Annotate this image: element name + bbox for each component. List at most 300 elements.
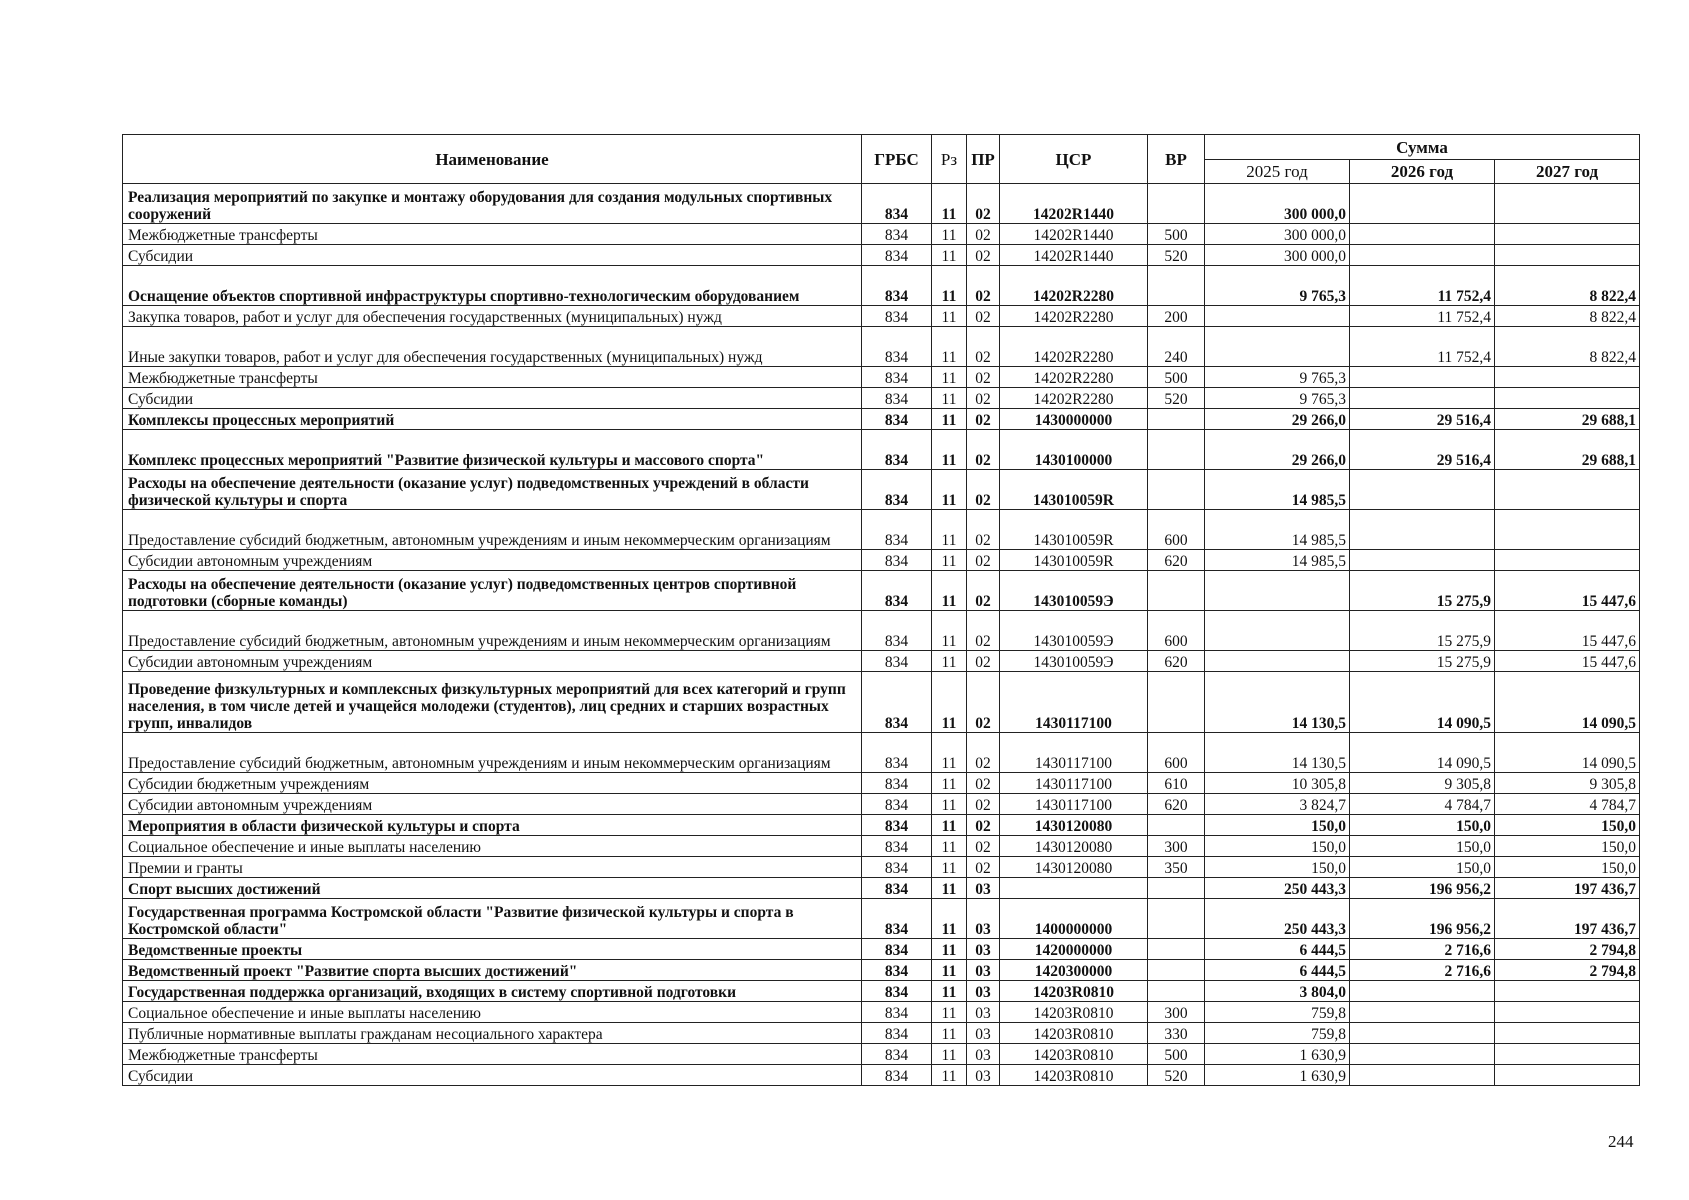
cell-vr: 350 [1148,857,1205,878]
cell-rz: 11 [932,960,967,981]
table-header [123,135,1640,184]
cell-rz: 11 [932,878,967,899]
cell-pr: 03 [967,1023,1000,1044]
cell-name: Межбюджетные трансферты [123,224,862,245]
cell-2026: 11 752,4 [1350,266,1495,306]
cell-name: Премии и гранты [123,857,862,878]
header-vr: ВР [1148,135,1205,184]
cell-2025: 759,8 [1205,1023,1350,1044]
cell-rz: 11 [932,773,967,794]
header-csr: ЦСР [1000,135,1148,184]
cell-2026 [1350,184,1495,224]
cell-2025: 300 000,0 [1205,245,1350,266]
cell-rz: 11 [932,184,967,224]
cell-2027: 150,0 [1495,836,1640,857]
cell-2026 [1350,1044,1495,1065]
table-body [123,184,1640,1086]
cell-pr: 02 [967,733,1000,773]
cell-grbs: 834 [862,1023,932,1044]
cell-csr: 1430117100 [1000,773,1148,794]
table-row [123,899,1640,939]
table-row [123,611,1640,651]
cell-2025: 9 765,3 [1205,266,1350,306]
cell-csr: 1430120080 [1000,836,1148,857]
cell-name: Спорт высших достижений [123,878,862,899]
table-row [123,470,1640,510]
cell-2025: 14 985,5 [1205,470,1350,510]
cell-rz: 11 [932,794,967,815]
cell-2026: 14 090,5 [1350,733,1495,773]
table-row [123,184,1640,224]
cell-csr: 143010059Э [1000,571,1148,611]
cell-pr: 03 [967,1002,1000,1023]
cell-rz: 11 [932,733,967,773]
cell-vr [1148,409,1205,430]
cell-csr: 14203R0810 [1000,1065,1148,1086]
cell-2027: 8 822,4 [1495,306,1640,327]
cell-name: Государственная программа Костромской области "Развитие физической культуры и спорта в Костромской области" [123,899,862,939]
table-row [123,1065,1640,1086]
cell-csr: 143010059Э [1000,651,1148,672]
cell-name: Предоставление субсидий бюджетным, автономным учреждениям и иным некоммерческим организациям [123,611,862,651]
cell-vr: 300 [1148,836,1205,857]
table-row [123,306,1640,327]
cell-2025: 150,0 [1205,836,1350,857]
cell-2027: 14 090,5 [1495,733,1640,773]
cell-pr: 02 [967,266,1000,306]
cell-grbs: 834 [862,815,932,836]
cell-name: Субсидии бюджетным учреждениям [123,773,862,794]
cell-vr [1148,430,1205,470]
cell-pr: 02 [967,836,1000,857]
cell-pr: 02 [967,815,1000,836]
cell-grbs: 834 [862,672,932,733]
cell-2027 [1495,184,1640,224]
cell-2025: 14 130,5 [1205,733,1350,773]
cell-name: Публичные нормативные выплаты гражданам несоциального характера [123,1023,862,1044]
cell-pr: 02 [967,388,1000,409]
cell-2027: 197 436,7 [1495,899,1640,939]
cell-rz: 11 [932,571,967,611]
cell-csr: 14203R0810 [1000,1023,1148,1044]
cell-grbs: 834 [862,878,932,899]
table-row [123,550,1640,571]
header-year-2026: 2026 год [1350,160,1495,184]
cell-grbs: 834 [862,306,932,327]
cell-csr: 14203R0810 [1000,981,1148,1002]
cell-2025 [1205,571,1350,611]
table-row [123,794,1640,815]
cell-vr: 300 [1148,1002,1205,1023]
cell-vr [1148,672,1205,733]
cell-grbs: 834 [862,1044,932,1065]
cell-rz: 11 [932,266,967,306]
header-name: Наименование [123,135,862,184]
cell-2027: 14 090,5 [1495,672,1640,733]
cell-vr: 520 [1148,245,1205,266]
cell-2025 [1205,611,1350,651]
cell-2027 [1495,981,1640,1002]
cell-2026 [1350,245,1495,266]
table-row [123,367,1640,388]
cell-grbs: 834 [862,939,932,960]
cell-grbs: 834 [862,651,932,672]
cell-pr: 02 [967,651,1000,672]
cell-pr: 02 [967,224,1000,245]
cell-name: Расходы на обеспечение деятельности (оказание услуг) подведомственных центров спортивной подготовки (сборные команды) [123,571,862,611]
cell-2026 [1350,510,1495,550]
cell-name: Субсидии автономным учреждениям [123,550,862,571]
cell-name: Субсидии автономным учреждениям [123,794,862,815]
cell-name: Закупка товаров, работ и услуг для обеспечения государственных (муниципальных) нужд [123,306,862,327]
cell-vr: 500 [1148,367,1205,388]
cell-name: Расходы на обеспечение деятельности (оказание услуг) подведомственных учреждений в области физической культуры и спорта [123,470,862,510]
header-grbs: ГРБС [862,135,932,184]
cell-csr: 1430120080 [1000,815,1148,836]
table-row [123,857,1640,878]
cell-name: Субсидии [123,1065,862,1086]
cell-vr [1148,470,1205,510]
cell-2025: 150,0 [1205,815,1350,836]
cell-csr: 143010059R [1000,510,1148,550]
cell-pr: 02 [967,184,1000,224]
cell-pr: 02 [967,367,1000,388]
cell-vr: 610 [1148,773,1205,794]
cell-2027 [1495,550,1640,571]
cell-2026: 15 275,9 [1350,651,1495,672]
cell-grbs: 834 [862,470,932,510]
cell-rz: 11 [932,224,967,245]
cell-pr: 02 [967,611,1000,651]
cell-pr: 02 [967,306,1000,327]
cell-csr: 1400000000 [1000,899,1148,939]
cell-2025 [1205,306,1350,327]
cell-grbs: 834 [862,245,932,266]
cell-grbs: 834 [862,733,932,773]
cell-2025 [1205,651,1350,672]
cell-csr: 14202R2280 [1000,388,1148,409]
cell-2027: 2 794,8 [1495,960,1640,981]
cell-2027: 9 305,8 [1495,773,1640,794]
header-sum: Сумма [1205,135,1640,160]
cell-2027: 8 822,4 [1495,266,1640,306]
cell-2026: 2 716,6 [1350,939,1495,960]
cell-name: Предоставление субсидий бюджетным, автономным учреждениям и иным некоммерческим организациям [123,733,862,773]
table-row [123,836,1640,857]
cell-2027 [1495,1023,1640,1044]
cell-2026: 29 516,4 [1350,430,1495,470]
table-row [123,510,1640,550]
cell-2026: 9 305,8 [1350,773,1495,794]
cell-pr: 02 [967,550,1000,571]
cell-2026 [1350,1065,1495,1086]
cell-vr: 520 [1148,388,1205,409]
cell-2025: 759,8 [1205,1002,1350,1023]
cell-csr: 14202R2280 [1000,306,1148,327]
table-row [123,773,1640,794]
cell-2025: 10 305,8 [1205,773,1350,794]
cell-vr: 500 [1148,224,1205,245]
cell-vr: 620 [1148,550,1205,571]
cell-2027: 150,0 [1495,857,1640,878]
cell-rz: 11 [932,981,967,1002]
cell-name: Предоставление субсидий бюджетным, автономным учреждениям и иным некоммерческим организациям [123,510,862,550]
cell-2026: 29 516,4 [1350,409,1495,430]
cell-name: Реализация мероприятий по закупке и монтажу оборудования для создания модульных спортивных сооружений [123,184,862,224]
cell-rz: 11 [932,857,967,878]
cell-grbs: 834 [862,1002,932,1023]
table-row [123,571,1640,611]
cell-2025: 9 765,3 [1205,388,1350,409]
table-row [123,1044,1640,1065]
cell-rz: 11 [932,651,967,672]
header-year-2027: 2027 год [1495,160,1640,184]
cell-rz: 11 [932,470,967,510]
cell-name: Проведение физкультурных и комплексных физкультурных мероприятий для всех категорий и групп населения, в том числе детей и учащейся молодежи (студентов), лиц средних и старших возрастных групп, инвалидов [123,672,862,733]
cell-2026: 4 784,7 [1350,794,1495,815]
cell-grbs: 834 [862,1065,932,1086]
cell-pr: 03 [967,1065,1000,1086]
cell-2026: 2 716,6 [1350,960,1495,981]
cell-grbs: 834 [862,224,932,245]
cell-2026: 196 956,2 [1350,899,1495,939]
cell-grbs: 834 [862,266,932,306]
cell-2026: 11 752,4 [1350,327,1495,367]
cell-2027: 29 688,1 [1495,409,1640,430]
cell-csr: 1420300000 [1000,960,1148,981]
table-row [123,651,1640,672]
cell-rz: 11 [932,550,967,571]
cell-csr: 14202R2280 [1000,327,1148,367]
cell-2026 [1350,224,1495,245]
cell-name: Комплекс процессных мероприятий "Развитие физической культуры и массового спорта" [123,430,862,470]
cell-csr: 14202R2280 [1000,367,1148,388]
cell-vr: 600 [1148,733,1205,773]
cell-name: Ведомственный проект "Развитие спорта высших достижений" [123,960,862,981]
cell-rz: 11 [932,836,967,857]
cell-vr: 600 [1148,611,1205,651]
cell-grbs: 834 [862,899,932,939]
cell-pr: 02 [967,409,1000,430]
table-row [123,327,1640,367]
cell-pr: 02 [967,571,1000,611]
cell-2025: 9 765,3 [1205,367,1350,388]
page-number: 244 [1608,1132,1634,1151]
cell-vr [1148,184,1205,224]
cell-2025: 14 985,5 [1205,550,1350,571]
cell-rz: 11 [932,367,967,388]
cell-grbs: 834 [862,367,932,388]
cell-2026: 150,0 [1350,815,1495,836]
cell-2026 [1350,388,1495,409]
cell-pr: 02 [967,430,1000,470]
cell-vr [1148,815,1205,836]
cell-vr: 500 [1148,1044,1205,1065]
table-row [123,388,1640,409]
table-row [123,224,1640,245]
cell-csr: 14203R0810 [1000,1044,1148,1065]
cell-grbs: 834 [862,773,932,794]
table-row [123,960,1640,981]
cell-2025 [1205,327,1350,367]
cell-rz: 11 [932,815,967,836]
cell-2027: 29 688,1 [1495,430,1640,470]
cell-pr: 02 [967,794,1000,815]
cell-2027 [1495,470,1640,510]
cell-grbs: 834 [862,571,932,611]
cell-2025: 1 630,9 [1205,1065,1350,1086]
cell-vr [1148,571,1205,611]
cell-vr: 600 [1148,510,1205,550]
cell-2025: 14 130,5 [1205,672,1350,733]
cell-2026: 15 275,9 [1350,611,1495,651]
cell-name: Субсидии [123,388,862,409]
cell-2027: 2 794,8 [1495,939,1640,960]
cell-rz: 11 [932,1044,967,1065]
cell-name: Субсидии [123,245,862,266]
cell-name: Социальное обеспечение и иные выплаты населению [123,1002,862,1023]
cell-2027 [1495,224,1640,245]
cell-rz: 11 [932,245,967,266]
cell-csr [1000,878,1148,899]
cell-rz: 11 [932,388,967,409]
cell-vr [1148,939,1205,960]
cell-2027: 15 447,6 [1495,651,1640,672]
cell-2025: 250 443,3 [1205,899,1350,939]
cell-csr: 14202R1440 [1000,224,1148,245]
cell-grbs: 834 [862,611,932,651]
cell-csr: 1430000000 [1000,409,1148,430]
cell-pr: 02 [967,510,1000,550]
cell-csr: 1430120080 [1000,857,1148,878]
header-year-2025: 2025 год [1205,160,1350,184]
cell-2025: 3 804,0 [1205,981,1350,1002]
cell-name: Иные закупки товаров, работ и услуг для обеспечения государственных (муниципальных) нужд [123,327,862,367]
cell-2025: 300 000,0 [1205,224,1350,245]
header-pr: ПР [967,135,1000,184]
table-row [123,878,1640,899]
cell-grbs: 834 [862,836,932,857]
cell-2027 [1495,1002,1640,1023]
table-row [123,733,1640,773]
cell-2026: 196 956,2 [1350,878,1495,899]
cell-pr: 02 [967,857,1000,878]
table-row [123,266,1640,306]
cell-2026 [1350,367,1495,388]
cell-name: Государственная поддержка организаций, входящих в систему спортивной подготовки [123,981,862,1002]
cell-2026 [1350,1002,1495,1023]
table-row [123,1002,1640,1023]
table-row [123,409,1640,430]
header-rz: Рз [932,135,967,184]
cell-grbs: 834 [862,184,932,224]
cell-pr: 02 [967,773,1000,794]
cell-pr: 03 [967,960,1000,981]
cell-2026: 14 090,5 [1350,672,1495,733]
cell-pr: 03 [967,878,1000,899]
cell-vr: 520 [1148,1065,1205,1086]
cell-vr: 200 [1148,306,1205,327]
cell-2027 [1495,1065,1640,1086]
cell-pr: 03 [967,1044,1000,1065]
cell-2025: 14 985,5 [1205,510,1350,550]
cell-rz: 11 [932,327,967,367]
cell-csr: 14202R1440 [1000,245,1148,266]
cell-2026 [1350,550,1495,571]
cell-2027: 197 436,7 [1495,878,1640,899]
cell-name: Межбюджетные трансферты [123,1044,862,1065]
cell-2025: 300 000,0 [1205,184,1350,224]
cell-pr: 02 [967,470,1000,510]
cell-pr: 03 [967,899,1000,939]
cell-2026 [1350,981,1495,1002]
cell-2025: 250 443,3 [1205,878,1350,899]
cell-2025: 6 444,5 [1205,960,1350,981]
cell-2025: 29 266,0 [1205,430,1350,470]
table-row [123,939,1640,960]
cell-grbs: 834 [862,327,932,367]
budget-table [122,134,1640,1086]
cell-2026 [1350,470,1495,510]
cell-pr: 02 [967,245,1000,266]
cell-2025: 29 266,0 [1205,409,1350,430]
cell-2027 [1495,245,1640,266]
cell-grbs: 834 [862,510,932,550]
cell-2027: 8 822,4 [1495,327,1640,367]
cell-grbs: 834 [862,981,932,1002]
cell-vr: 620 [1148,794,1205,815]
cell-2027: 4 784,7 [1495,794,1640,815]
cell-rz: 11 [932,611,967,651]
cell-2025: 1 630,9 [1205,1044,1350,1065]
cell-vr [1148,266,1205,306]
cell-2027: 150,0 [1495,815,1640,836]
cell-vr: 620 [1148,651,1205,672]
cell-rz: 11 [932,510,967,550]
table-row [123,981,1640,1002]
cell-2026: 15 275,9 [1350,571,1495,611]
cell-2025: 3 824,7 [1205,794,1350,815]
cell-csr: 14203R0810 [1000,1002,1148,1023]
cell-2027 [1495,1044,1640,1065]
cell-2026: 150,0 [1350,836,1495,857]
cell-2027 [1495,510,1640,550]
cell-name: Социальное обеспечение и иные выплаты населению [123,836,862,857]
cell-rz: 11 [932,1065,967,1086]
cell-name: Субсидии автономным учреждениям [123,651,862,672]
cell-grbs: 834 [862,960,932,981]
cell-csr: 143010059R [1000,550,1148,571]
cell-csr: 14202R1440 [1000,184,1148,224]
cell-grbs: 834 [862,430,932,470]
cell-2026: 11 752,4 [1350,306,1495,327]
cell-pr: 02 [967,327,1000,367]
cell-csr: 1430100000 [1000,430,1148,470]
cell-vr [1148,960,1205,981]
cell-pr: 03 [967,981,1000,1002]
cell-csr: 143010059Э [1000,611,1148,651]
cell-2025: 6 444,5 [1205,939,1350,960]
cell-grbs: 834 [862,794,932,815]
cell-rz: 11 [932,1023,967,1044]
cell-rz: 11 [932,1002,967,1023]
table-row [123,815,1640,836]
cell-csr: 143010059R [1000,470,1148,510]
cell-2026 [1350,1023,1495,1044]
cell-grbs: 834 [862,409,932,430]
cell-name: Мероприятия в области физической культуры и спорта [123,815,862,836]
cell-csr: 1420000000 [1000,939,1148,960]
